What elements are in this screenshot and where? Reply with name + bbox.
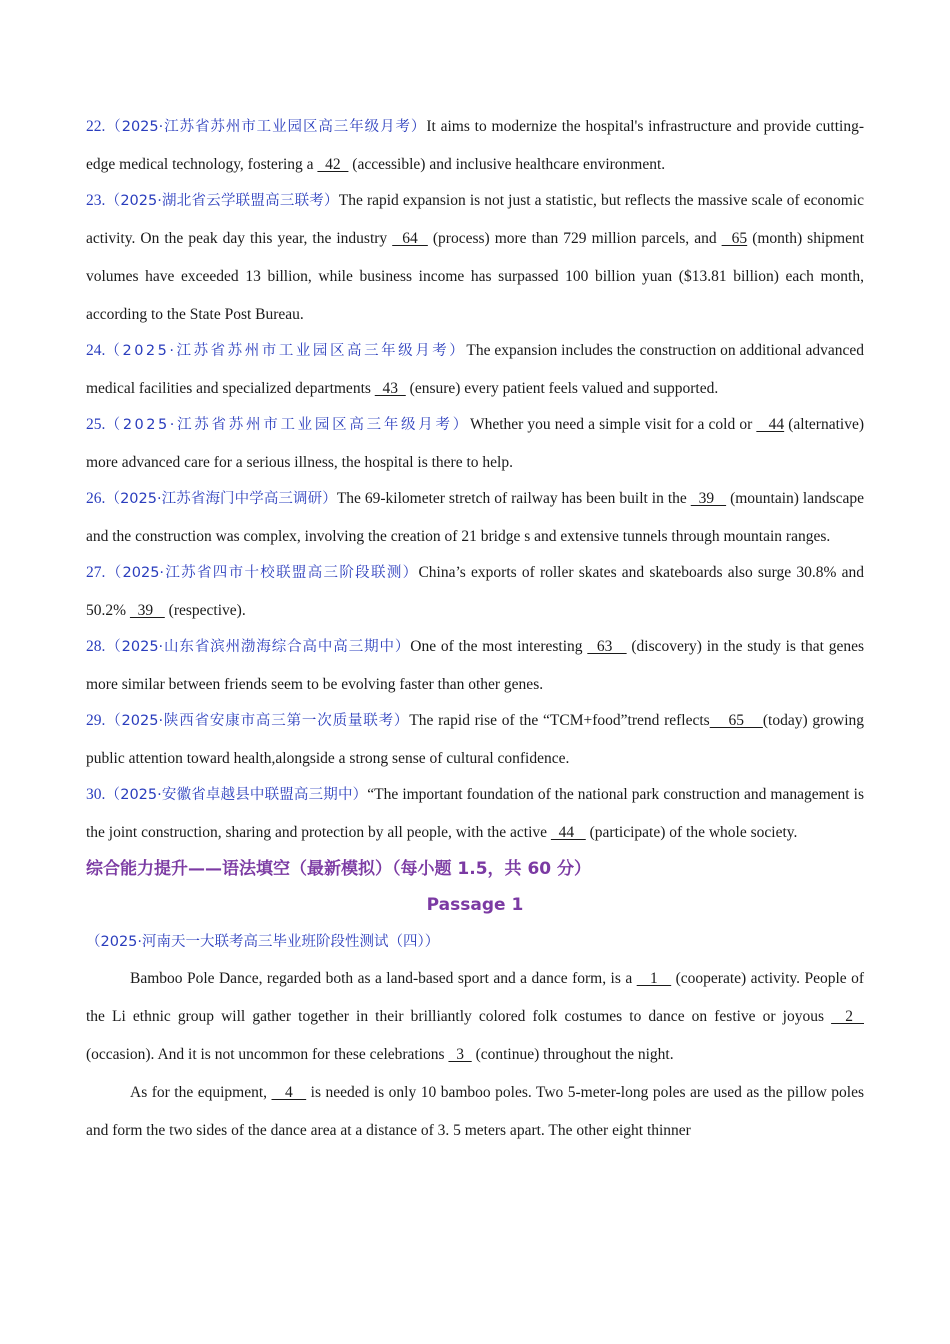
question-item bbox=[86, 554, 864, 630]
text-segment: The rapid expansion is not just a statistic, but reflects the massive scale of economic activity. On the peak day this year, the industry bbox=[86, 192, 864, 247]
question-number: 29. bbox=[86, 712, 106, 729]
answer-blank: 3 bbox=[448, 1046, 472, 1063]
text-segment: China’s exports of roller skates and skateboards also surge 30.8% and 50.2% bbox=[86, 564, 864, 619]
question-number: 24. bbox=[86, 342, 106, 359]
question-source: （2025·安徽省卓越县中联盟高三期中） bbox=[105, 787, 368, 803]
question-list bbox=[86, 108, 864, 852]
question-item bbox=[86, 108, 864, 184]
text-segment: (month) shipment volumes have exceeded 13 billion, while business income has surpassed 100 billion yuan ($13.81 billion) each month, according to the State Post Bureau. bbox=[86, 230, 864, 323]
text-segment: (accessible) and inclusive healthcare environment. bbox=[348, 156, 666, 173]
passage-body bbox=[86, 960, 864, 1150]
answer-blank: 65 bbox=[721, 230, 748, 247]
passage-paragraph bbox=[86, 1074, 864, 1150]
question-source: （2025·江苏省四市十校联盟高三阶段联测） bbox=[105, 565, 419, 581]
answer-blank: 43 bbox=[374, 380, 406, 397]
answer-blank: 2 bbox=[831, 1008, 864, 1025]
answer-blank: 44 bbox=[550, 824, 586, 841]
question-source: （2025·江苏省苏州市工业园区高三年级月考） bbox=[105, 119, 427, 135]
answer-blank: 42 bbox=[317, 156, 349, 173]
passage-source: （2025·河南天一大联考高三毕业班阶段性测试（四）） bbox=[86, 934, 440, 950]
question-item bbox=[86, 406, 864, 482]
question-source: （2025·湖北省云学联盟高三联考） bbox=[105, 193, 339, 209]
question-source: （2025·江苏省苏州市工业园区高三年级月考） bbox=[105, 417, 470, 433]
text-segment: (participate) of the whole society. bbox=[585, 824, 798, 841]
text-segment: (ensure) every patient feels valued and supported. bbox=[405, 380, 719, 397]
text-segment: is needed is only 10 bamboo poles. Two 5-meter-long poles are used as the pillow poles and form the two sides of the dance area at a distance of 3. 5 meters apart. The other eight thinner bbox=[86, 1084, 864, 1139]
question-item bbox=[86, 776, 864, 852]
question-source: （2025·江苏省苏州市工业园区高三年级月考） bbox=[105, 343, 467, 359]
text-segment: (mountain) landscape and the construction was complex, involving the creation of 21 bridge s and extensive tunnels through mountain ranges. bbox=[86, 490, 865, 545]
section-title: 综合能力提升——语法填空（最新模拟）（每小题 1.5，共 60 分） bbox=[86, 859, 592, 879]
document-page bbox=[86, 108, 864, 1150]
answer-blank: 39 bbox=[690, 490, 727, 507]
question-item bbox=[86, 182, 864, 334]
text-segment: (today) growing public attention toward health,alongside a strong sense of cultural confidence. bbox=[86, 712, 865, 767]
text-segment: (respective). bbox=[164, 602, 246, 619]
text-segment: “The important foundation of the national park construction and management is the joint construction, sharing and protection by all people, with the active bbox=[86, 786, 864, 841]
question-item bbox=[86, 480, 864, 556]
answer-blank: 4 bbox=[271, 1084, 307, 1101]
question-number: 25. bbox=[86, 416, 106, 433]
text-segment: The 69-kilometer stretch of railway has been built in the bbox=[336, 490, 691, 507]
question-item bbox=[86, 702, 864, 778]
question-source: （2025·江苏省海门中学高三调研） bbox=[105, 491, 337, 507]
question-source: （2025·山东省滨州渤海综合高中高三期中） bbox=[105, 639, 411, 655]
question-number: 26. bbox=[86, 490, 106, 507]
text-segment: (occasion). And it is not uncommon for these celebrations bbox=[86, 1046, 449, 1063]
question-source: （2025·陕西省安康市高三第一次质量联考） bbox=[105, 713, 410, 729]
passage-paragraph bbox=[86, 960, 864, 1074]
text-segment: One of the most interesting bbox=[410, 638, 588, 655]
text-segment: It aims to modernize the hospital's infrastructure and provide cutting-edge medical technology, fostering a bbox=[86, 118, 864, 173]
answer-blank: 1 bbox=[636, 970, 672, 987]
text-segment: (process) more than 729 million parcels, and bbox=[427, 230, 722, 247]
text-segment: As for the equipment, bbox=[130, 1084, 272, 1101]
question-item bbox=[86, 332, 864, 408]
text-segment: (continue) throughout the night. bbox=[471, 1046, 674, 1063]
text-segment: (cooperate) activity. People of the Li ethnic group will gather together in their brilliantly colored folk costumes to dance on festive or joyous bbox=[86, 970, 865, 1025]
question-number: 27. bbox=[86, 564, 106, 581]
answer-blank: 64 bbox=[392, 230, 428, 247]
answer-blank: 65 bbox=[709, 712, 763, 729]
text-segment: Bamboo Pole Dance, regarded both as a land-based sport and a dance form, is a bbox=[130, 970, 637, 987]
answer-blank: 39 bbox=[129, 602, 165, 619]
question-number: 22. bbox=[86, 118, 106, 135]
question-number: 23. bbox=[86, 192, 106, 209]
text-segment: Whether you need a simple visit for a cold or bbox=[469, 416, 757, 433]
question-item bbox=[86, 628, 864, 704]
text-segment: The expansion includes the construction on additional advanced medical facilities and specialized departments bbox=[86, 342, 864, 397]
text-segment: (discovery) in the study is that genes more similar between friends seem to be evolving faster than other genes. bbox=[86, 638, 864, 693]
text-segment: (alternative) more advanced care for a serious illness, the hospital is there to help. bbox=[86, 416, 864, 471]
question-number: 28. bbox=[86, 638, 106, 655]
question-number: 30. bbox=[86, 786, 106, 803]
passage-title: Passage 1 bbox=[426, 895, 524, 915]
text-segment: The rapid rise of the “TCM+food”trend reflects bbox=[409, 712, 710, 729]
answer-blank: 63 bbox=[587, 638, 627, 655]
answer-blank: 44 bbox=[756, 416, 785, 433]
